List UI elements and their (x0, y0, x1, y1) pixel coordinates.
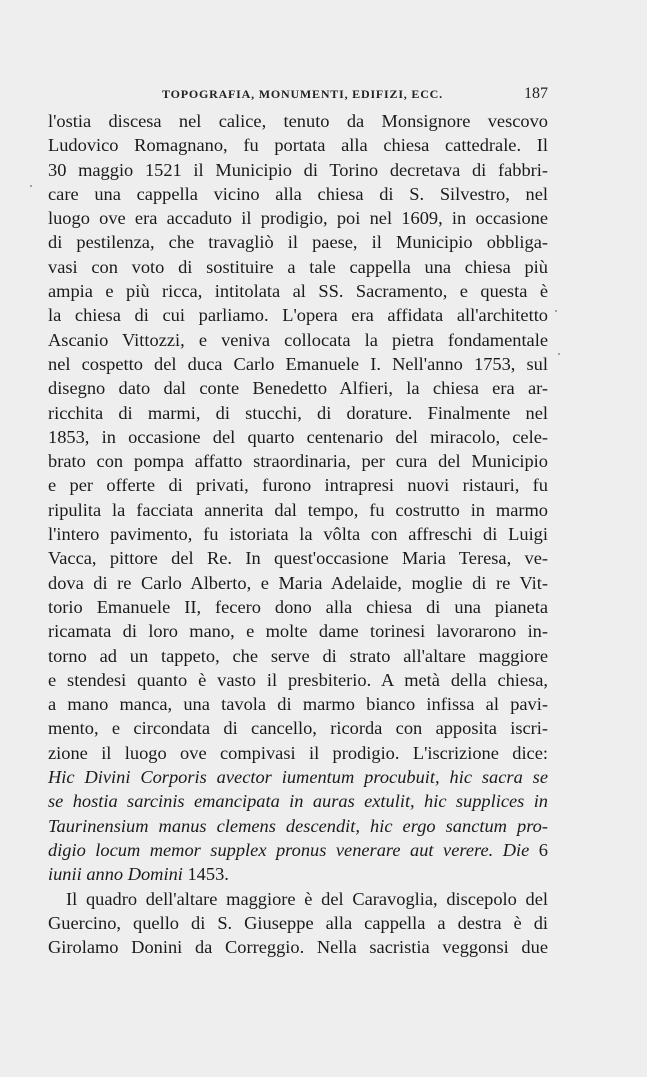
text-line: a mano manca, una tavola di marmo bianco infissa al pavi- (48, 694, 548, 715)
text-line: Ascanio Vittozzi, e veniva collocata la pietra fondamentale (48, 329, 548, 350)
running-head: TOPOGRAFIA, MONUMENTI, EDIFIZI, ECC. (162, 87, 443, 101)
text-line: e stendesi quanto è vasto il presbiterio. A metà della chiesa, (48, 669, 548, 690)
latin-inscription-line: Hic Divini Corporis avector iumentum procubuit, hic sacra se (48, 767, 548, 788)
text-line: ripulita la facciata annerita dal tempo, fu costrutto in marmo (48, 499, 548, 520)
text-line: disegno dato dal conte Benedetto Alfieri, la chiesa era ar- (48, 378, 548, 399)
text-line: dova di re Carlo Alberto, e Maria Adelaide, moglie di re Vit- (48, 572, 548, 593)
text-line: care una cappella vicino alla chiesa di S. Silvestro, nel (48, 183, 548, 204)
latin-inscription-line: se hostia sarcinis emancipata in auras extulit, hic supplices in (48, 791, 548, 812)
text-line: l'intero pavimento, fu istoriata la vôlta con affreschi di Luigi (48, 524, 548, 545)
text-line: Ludovico Romagnano, fu portata alla chiesa cattedrale. Il (48, 135, 548, 156)
date-prefix: Die (502, 839, 530, 860)
text-line: la chiesa di cui parliamo. L'opera era affidata all'architetto (48, 305, 548, 326)
latin-inscription-line: Taurinensium manus clemens descendit, hic ergo sanctum pro- (48, 815, 548, 836)
page-number: 187 (524, 85, 548, 102)
date-latin: iunii anno Domini (48, 864, 183, 885)
paper-speck (558, 353, 560, 355)
text-line: Girolamo Donini da Correggio. Nella sacristia veggonsi due (48, 937, 548, 958)
text-line: l'ostia discesa nel calice, tenuto da Monsignore vescovo (48, 111, 548, 131)
latin-inscription-line (48, 838, 548, 862)
text-line: luogo ove era accaduto il prodigio, poi nel 1609, in occasione (48, 208, 548, 229)
latin-inscription-text: digio locum memor supplex pronus venerare aut verere. (48, 839, 494, 860)
date-year: 1453. (187, 864, 229, 885)
text-line: ricchita di marmi, di stucchi, di dorature. Finalmente nel (48, 402, 548, 423)
text-line: e per offerte di privati, furono intrapresi nuovi ristauri, fu (48, 475, 548, 496)
text-line: zione il luogo ove compivasi il prodigio. L'iscrizione dice: (48, 742, 548, 763)
page-header (48, 87, 548, 107)
text-line: ricamata di loro mano, e molte dame torinesi lavorarono in- (48, 621, 548, 642)
text-line: mento, e circondata di cancello, ricorda con apposita iscri- (48, 718, 548, 739)
text-line: Vacca, pittore del Re. In quest'occasione Maria Teresa, ve- (48, 548, 548, 569)
text-line: 30 maggio 1521 il Municipio di Torino decretava di fabbri- (48, 159, 548, 180)
text-line: ampia e più ricca, intitolata al SS. Sacramento, e questa è (48, 281, 548, 302)
text-line: Il quadro dell'altare maggiore è del Caravoglia, discepolo del (66, 888, 548, 909)
date-line (48, 862, 548, 886)
text-line: brato con pompa affatto straordinaria, per cura del Municipio (48, 451, 548, 472)
date-day: 6 (538, 839, 548, 860)
text-line: Guercino, quello di S. Giuseppe alla cappella a destra è di (48, 912, 548, 933)
paper-speck (30, 185, 32, 187)
paper-speck (555, 310, 557, 312)
text-line: vasi con voto di sostituire a tale cappella una chiesa più (48, 256, 548, 277)
text-line: di pestilenza, che travagliò il paese, il Municipio obbliga- (48, 232, 548, 253)
text-line: torno ad un tappeto, che serve di strato all'altare maggiore (48, 645, 548, 666)
text-line: nel cospetto del duca Carlo Emanuele I. Nell'anno 1753, sul (48, 353, 548, 374)
text-line: torio Emanuele II, fecero dono alla chiesa di una pianeta (48, 596, 548, 617)
body-text (48, 109, 548, 959)
text-line: 1853, in occasione del quarto centenario del miracolo, cele- (48, 426, 548, 447)
